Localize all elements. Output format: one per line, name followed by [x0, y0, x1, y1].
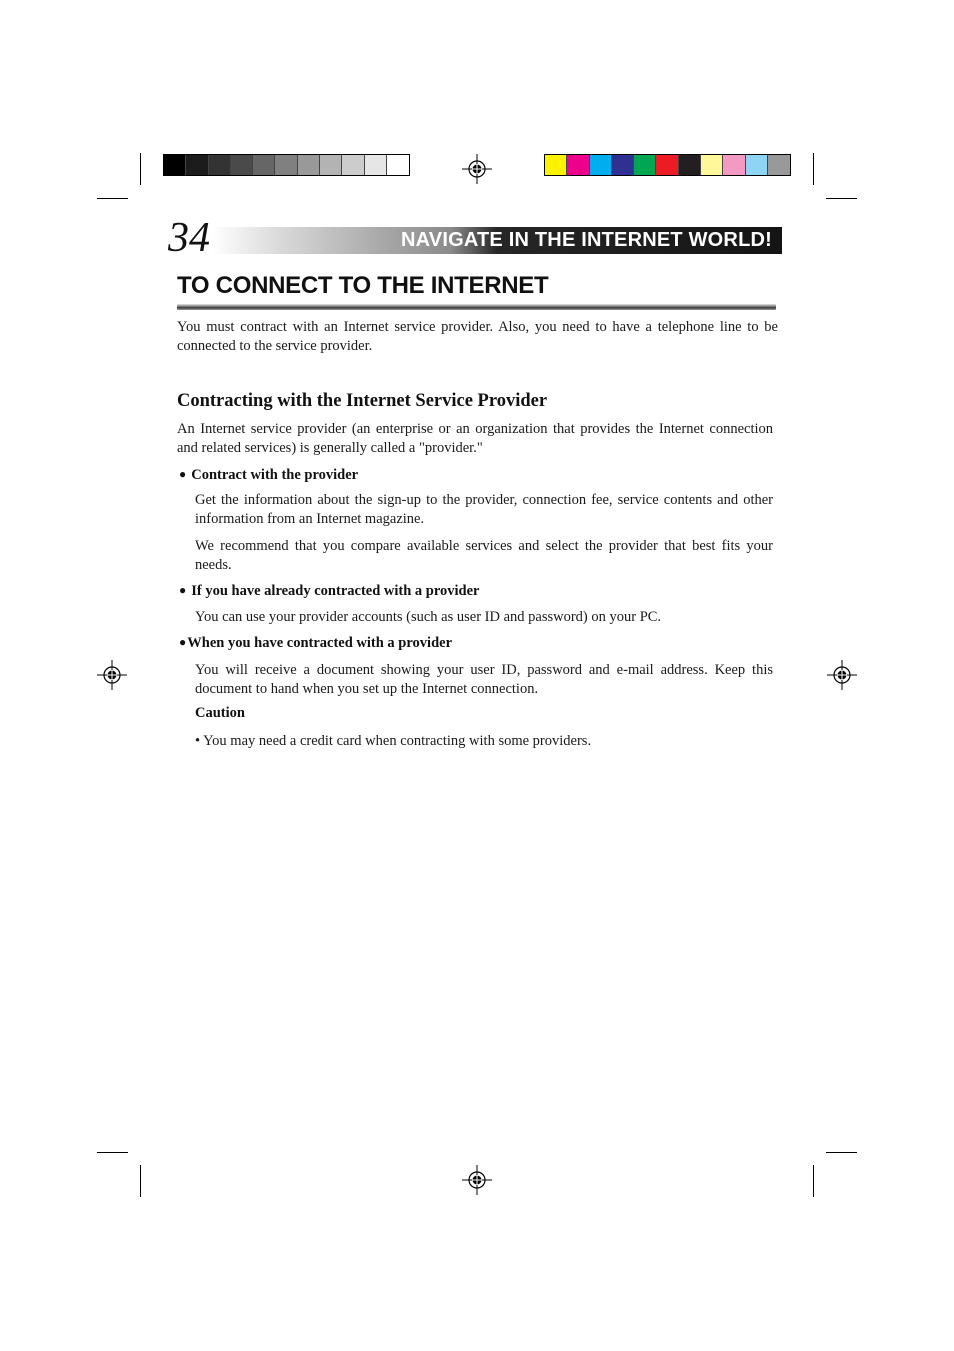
bullet-heading-text: If you have already contracted with a provider	[191, 583, 480, 599]
registration-target-icon	[827, 660, 857, 690]
gray-swatch	[387, 155, 409, 175]
color-swatch	[545, 155, 567, 175]
gray-swatch	[298, 155, 320, 175]
item-paragraph: You will receive a document showing your user ID, password and e-mail address. Keep this document to hand when you set up the Internet connection.	[195, 662, 773, 697]
color-swatch	[746, 155, 768, 175]
gray-swatch	[342, 155, 364, 175]
title-rule	[177, 304, 776, 310]
color-swatch	[723, 155, 745, 175]
crop-mark	[813, 153, 814, 185]
page-title: TO CONNECT TO THE INTERNET	[177, 272, 549, 299]
bullet-heading-text: Contract with the provider	[191, 467, 359, 483]
item-paragraph: We recommend that you compare available services and select the provider that best fits your needs.	[195, 538, 773, 573]
section-header-band	[212, 227, 782, 254]
crop-mark	[826, 198, 857, 199]
item-paragraph: You can use your provider accounts (such as user ID and password) on your PC.	[195, 609, 662, 625]
color-swatch	[656, 155, 678, 175]
bullet-heading	[179, 466, 358, 485]
caution-heading: Caution	[195, 705, 245, 721]
crop-mark	[97, 1152, 128, 1153]
color-swatch	[679, 155, 701, 175]
color-swatch	[701, 155, 723, 175]
definition-paragraph: An Internet service provider (an enterprise or an organization that provides the Internet connection and related services) is generally called a "provider."	[177, 421, 773, 456]
bullet-icon: ●	[179, 583, 187, 597]
section-heading: Contracting with the Internet Service Provider	[177, 391, 548, 411]
bullet-icon: ●	[179, 467, 187, 481]
gray-swatch	[320, 155, 342, 175]
gray-swatch	[186, 155, 208, 175]
item-paragraph: Get the information about the sign-up to the provider, connection fee, service contents and other information from an Internet magazine.	[195, 492, 773, 527]
bullet-icon: ●	[179, 635, 187, 649]
color-swatch	[567, 155, 589, 175]
registration-target-icon	[97, 660, 127, 690]
bullet-heading-text: When you have contracted with a provider	[187, 635, 453, 651]
gray-swatch	[209, 155, 231, 175]
grayscale-color-bar	[163, 154, 410, 176]
color-swatch	[590, 155, 612, 175]
gray-swatch	[365, 155, 387, 175]
crop-mark	[97, 198, 128, 199]
registration-target-icon	[462, 154, 492, 184]
crop-mark	[813, 1165, 814, 1197]
color-swatch	[612, 155, 634, 175]
gray-swatch	[231, 155, 253, 175]
bullet-heading	[179, 634, 452, 653]
registration-target-icon	[462, 1165, 492, 1195]
color-swatch	[634, 155, 656, 175]
crop-mark	[140, 1165, 141, 1197]
page-number: 34	[168, 215, 210, 261]
color-swatch	[768, 155, 790, 175]
section-header-title: NAVIGATE IN THE INTERNET WORLD!	[401, 229, 772, 251]
gray-swatch	[275, 155, 297, 175]
crop-mark	[140, 153, 141, 185]
crop-mark	[826, 1152, 857, 1153]
intro-paragraph: You must contract with an Internet service provider. Also, you need to have a telephone line to be connected to the service provider.	[177, 319, 778, 354]
gray-swatch	[253, 155, 275, 175]
process-color-bar	[544, 154, 791, 176]
bullet-heading	[179, 582, 480, 601]
gray-swatch	[164, 155, 186, 175]
caution-text: • You may need a credit card when contracting with some providers.	[195, 733, 592, 749]
